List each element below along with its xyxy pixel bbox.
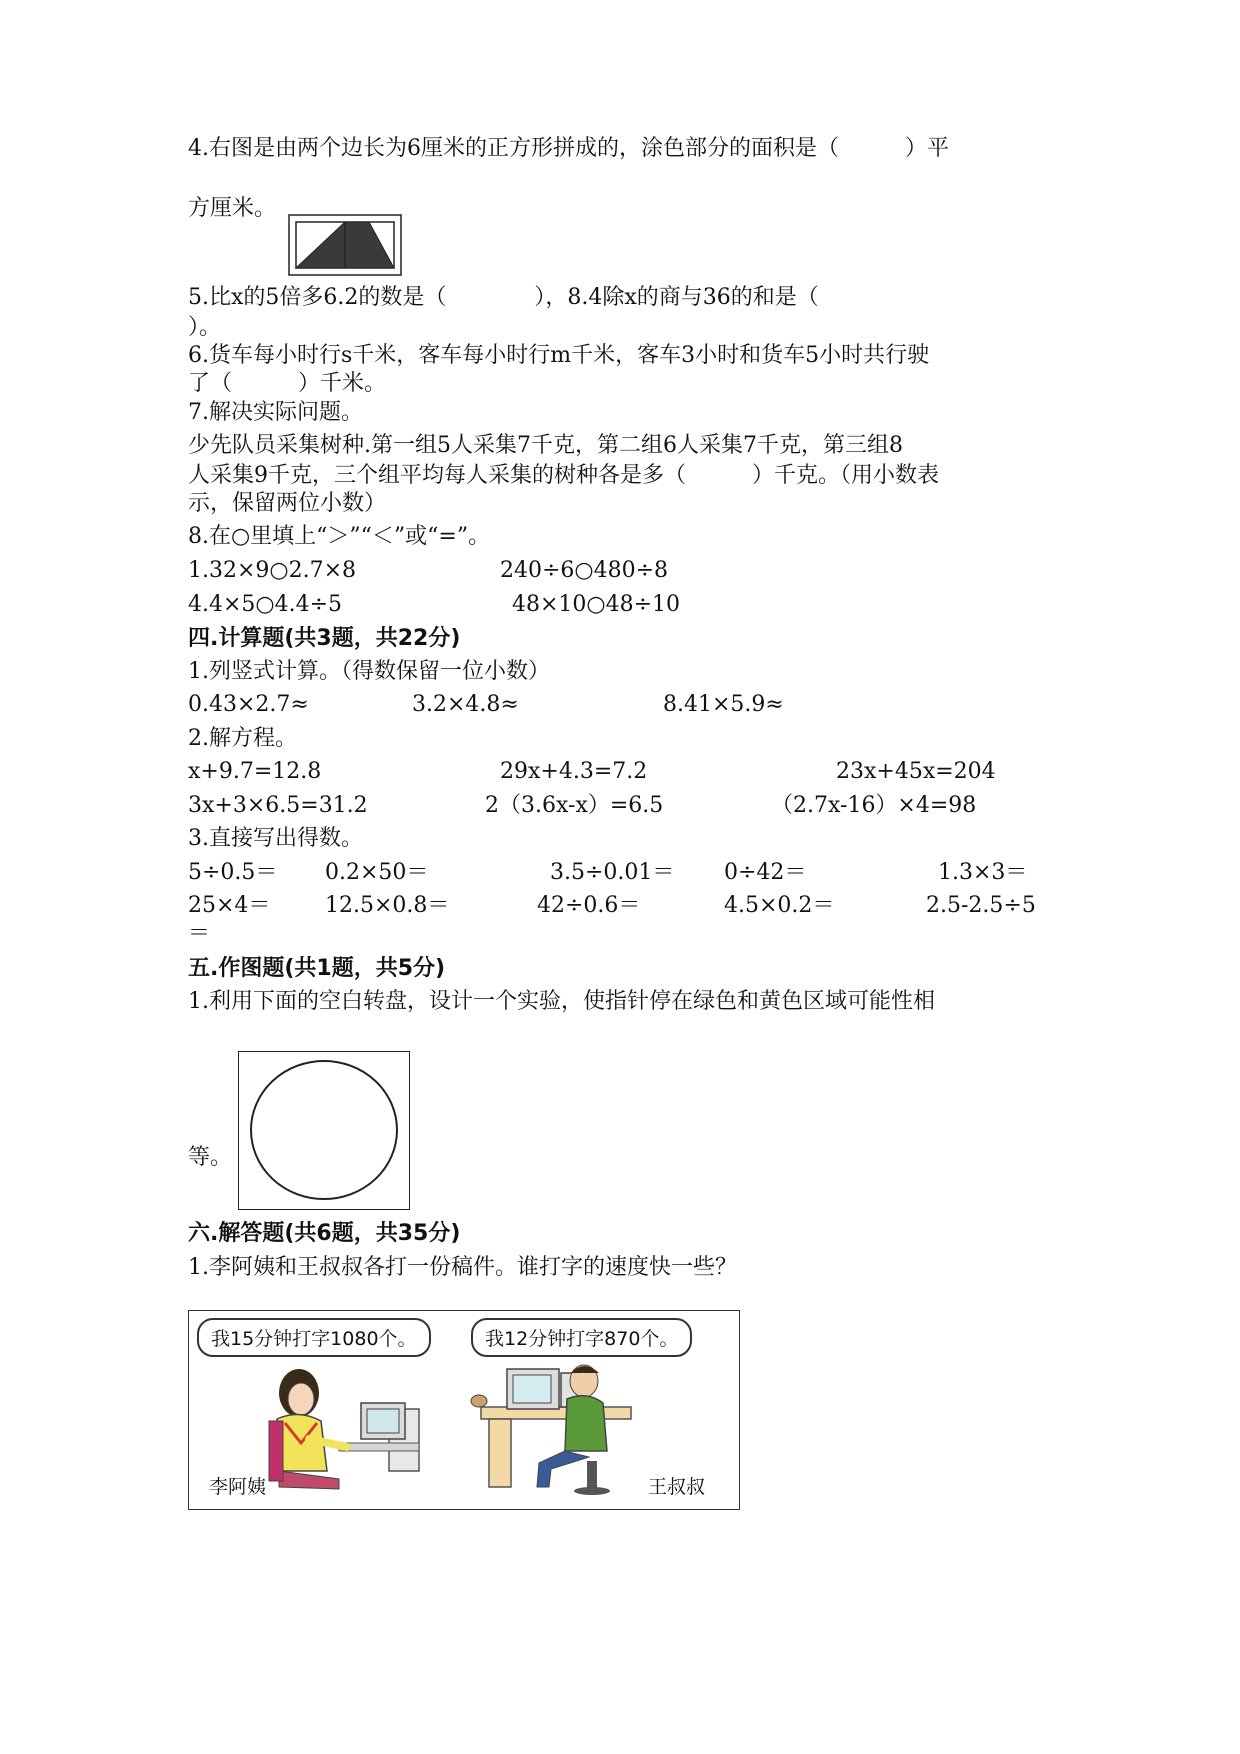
speech-bubble-left: 我15分钟打字1080个。: [197, 1318, 431, 1357]
q7-text-line1: 少先队员采集树种.第一组5人采集7千克，第二组6人采集7千克，第三组8: [188, 433, 903, 458]
q8-compare: 240÷6○480÷8: [500, 558, 669, 583]
q7-text-line3: 示，保留两位小数）: [188, 491, 387, 516]
blank-spinner-circle: [239, 1052, 409, 1209]
caption-wang-shushu: 王叔叔: [648, 1476, 706, 1498]
q4-text-line2: 方厘米。: [188, 196, 277, 221]
calc-item: 3.2×4.8≈: [412, 692, 519, 717]
q6-text-line1: 6.货车每小时行s千米，客车每小时行m千米，客车3小时和货车5小时共行驶: [188, 343, 930, 368]
q5-text-line2: ）。: [188, 315, 222, 340]
q8-compare: 1.32×9○2.7×8: [188, 558, 357, 583]
equation-item: 3x+3×6.5=31.2: [188, 793, 368, 818]
equation-item: x+9.7=12.8: [188, 759, 322, 784]
mental-math-item: 25×4＝: [188, 893, 271, 918]
draw-q1-line2: 等。: [188, 1145, 233, 1170]
calc-q1-title: 1.列竖式计算。（得数保留一位小数）: [188, 659, 550, 684]
q8-title: 8.在○里填上“＞”“＜”或“=”。: [188, 524, 491, 549]
q5-text-line1: 5.比x的5倍多6.2的数是（ ），8.4除x的商与36的和是（: [188, 285, 819, 310]
equation-item: 23x+45x=204: [836, 759, 996, 784]
equation-item: 29x+4.3=7.2: [500, 759, 648, 784]
answer-q1-title: 1.李阿姨和王叔叔各打一份稿件。谁打字的速度快一些？: [188, 1255, 737, 1280]
q8-compare: 4.4×5○4.4÷5: [188, 592, 343, 617]
section6-heading: 六.解答题(共6题，共35分): [188, 1221, 461, 1246]
shaded-triangle-diagram: [288, 214, 402, 276]
mental-math-item: 0.2×50＝: [325, 860, 429, 885]
mental-math-item: 4.5×0.2＝: [724, 893, 835, 918]
mental-math-item: 12.5×0.8＝: [325, 893, 450, 918]
typing-illustration: [188, 1310, 740, 1510]
mental-math-item: 3.5÷0.01＝: [550, 860, 675, 885]
q7-text-line2: 人采集9千克，三个组平均每人采集的树种各是多（ ）千克。（用小数表: [188, 463, 939, 488]
mental-math-item: 0÷42＝: [724, 860, 807, 885]
squares-figure: [288, 214, 402, 276]
mental-math-item: 2.5-2.5÷5: [926, 893, 1036, 918]
draw-q1-line1: 1.利用下面的空白转盘，设计一个实验，使指针停在绿色和黄色区域可能性相: [188, 989, 935, 1014]
speech-bubble-right: 我12分钟打字870个。: [471, 1318, 692, 1357]
blank-spinner-box: [238, 1051, 410, 1210]
calc-q2-title: 2.解方程。: [188, 726, 297, 751]
section4-heading: 四.计算题(共3题，共22分): [188, 626, 461, 651]
calc-q3-title: 3.直接写出得数。: [188, 826, 363, 851]
mental-math-item: 5÷0.5＝: [188, 860, 278, 885]
equation-item: （2.7x-16）×4=98: [771, 793, 977, 818]
caption-li-ayi: 李阿姨: [209, 1476, 267, 1498]
q6-text-line2: 了（ ）千米。: [188, 371, 387, 396]
section5-heading: 五.作图题(共1题，共5分): [188, 956, 446, 981]
q4-text-line1: 4.右图是由两个边长为6厘米的正方形拼成的，涂色部分的面积是（ ）平: [188, 136, 949, 161]
mental-math-wrap: ＝: [188, 921, 211, 946]
calc-item: 8.41×5.9≈: [663, 692, 784, 717]
equation-item: 2（3.6x-x）=6.5: [485, 793, 664, 818]
q8-compare: 48×10○48÷10: [512, 592, 681, 617]
q7-title: 7.解决实际问题。: [188, 400, 363, 425]
mental-math-item: 42÷0.6＝: [537, 893, 641, 918]
calc-item: 0.43×2.7≈: [188, 692, 309, 717]
mental-math-item: 1.3×3＝: [938, 860, 1028, 885]
